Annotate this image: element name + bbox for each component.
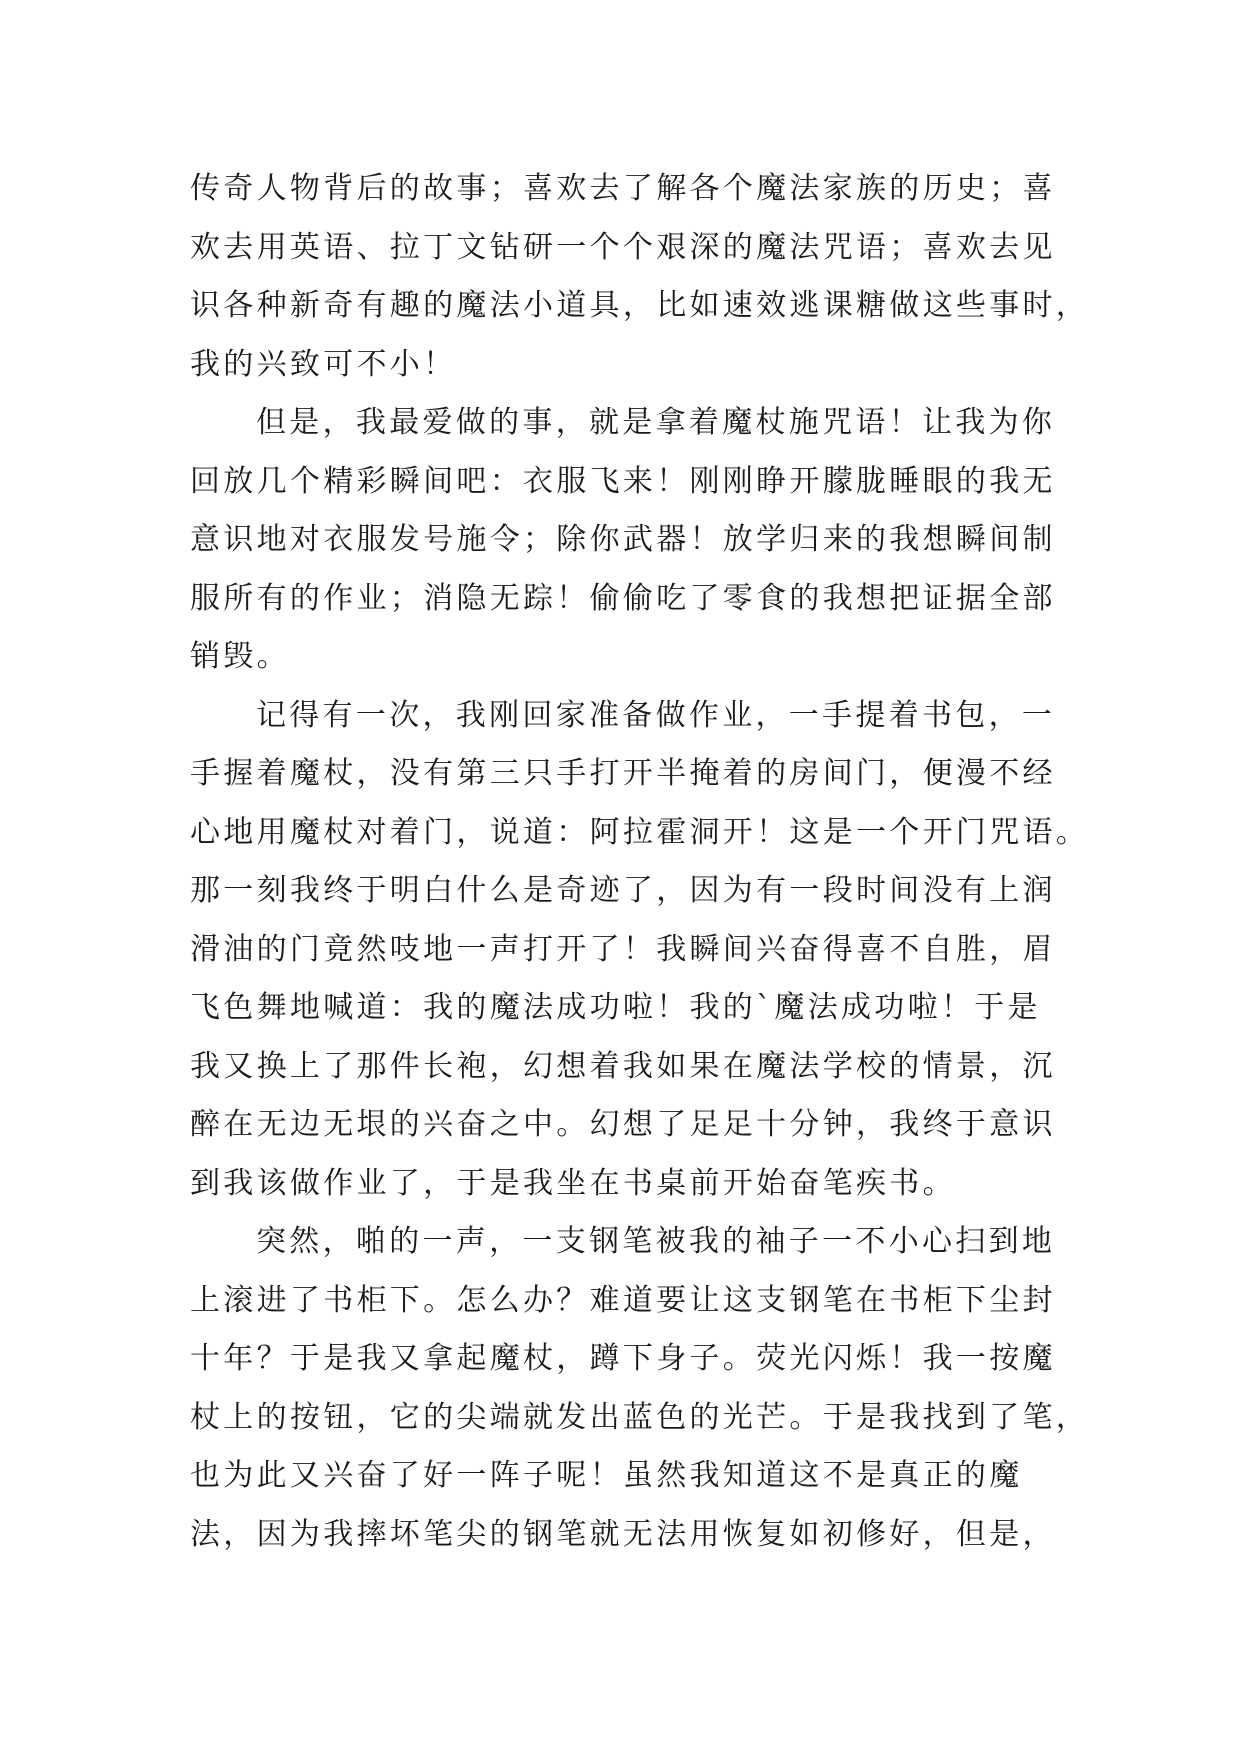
text-line: 飞色舞地喊道：我的魔法成功啦！我的`魔法成功啦！于是 — [190, 990, 1041, 1025]
text-line: 我的兴致可不小！ — [190, 346, 457, 382]
text-line: 欢去用英语、拉丁文钻研一个个艰深的魔法咒语；喜欢去见 — [190, 229, 1056, 265]
text-line: 十年？于是我又拿起魔杖，蹲下身子。荧光闪烁！我一按魔 — [190, 1341, 1056, 1376]
text-line: 服所有的作业；消隐无踪！偷偷吃了零食的我想把证据全部 — [190, 580, 1056, 616]
text-line: 销毁。 — [190, 639, 290, 674]
text-line: 回放几个精彩瞬间吧：衣服飞来！刚刚睁开朦胧睡眼的我无 — [190, 463, 1056, 499]
text-line: 滑油的门竟然吱地一声打开了！我瞬间兴奋得喜不自胜，眉 — [190, 931, 1056, 967]
text-line: 到我该做作业了，于是我坐在书桌前开始奋笔疾书。 — [190, 1165, 956, 1201]
text-line: 我又换上了那件长袍，幻想着我如果在魔法学校的情景，沉 — [190, 1048, 1056, 1084]
text-line: 传奇人物背后的故事；喜欢去了解各个魔法家族的历史；喜 — [190, 171, 1056, 206]
text-line: 心地用魔杖对着门，说道：阿拉霍洞开！这是一个开门咒语。 — [190, 814, 1090, 850]
text-line: 醉在无边无垠的兴奋之中。幻想了足足十分钟，我终于意识 — [190, 1107, 1056, 1142]
text-line: 法，因为我摔坏笔尖的钢笔就无法用恢复如初修好，但是， — [190, 1516, 1056, 1552]
text-line: 手握着魔杖，没有第三只手打开半掩着的房间门，便漫不经 — [190, 756, 1056, 791]
text-line: 那一刻我终于明白什么是奇迹了，因为有一段时间没有上润 — [190, 873, 1056, 908]
text-line: 也为此又兴奋了好一阵子呢！虽然我知道这不是真正的魔 — [190, 1458, 1023, 1493]
paragraph-first-line: 突然，啪的一声，一支钢笔被我的袖子一不小心扫到地 — [256, 1224, 1056, 1259]
paragraph-first-line: 记得有一次，我刚回家准备做作业，一手提着书包，一 — [256, 697, 1056, 733]
paragraph-first-line: 但是，我最爱做的事，就是拿着魔杖施咒语！让我为你 — [256, 405, 1056, 440]
body-text — [190, 160, 1090, 1564]
text-line: 杖上的按钮，它的尖端就发出蓝色的光芒。于是我找到了笔， — [190, 1399, 1090, 1435]
text-line: 识各种新奇有趣的魔法小道具，比如速效逃课糖做这些事时， — [190, 288, 1090, 323]
text-line: 意识地对衣服发号施令；除你武器！放学归来的我想瞬间制 — [190, 522, 1056, 557]
text-line: 上滚进了书柜下。怎么办？难道要让这支钢笔在书柜下尘封 — [190, 1282, 1056, 1318]
